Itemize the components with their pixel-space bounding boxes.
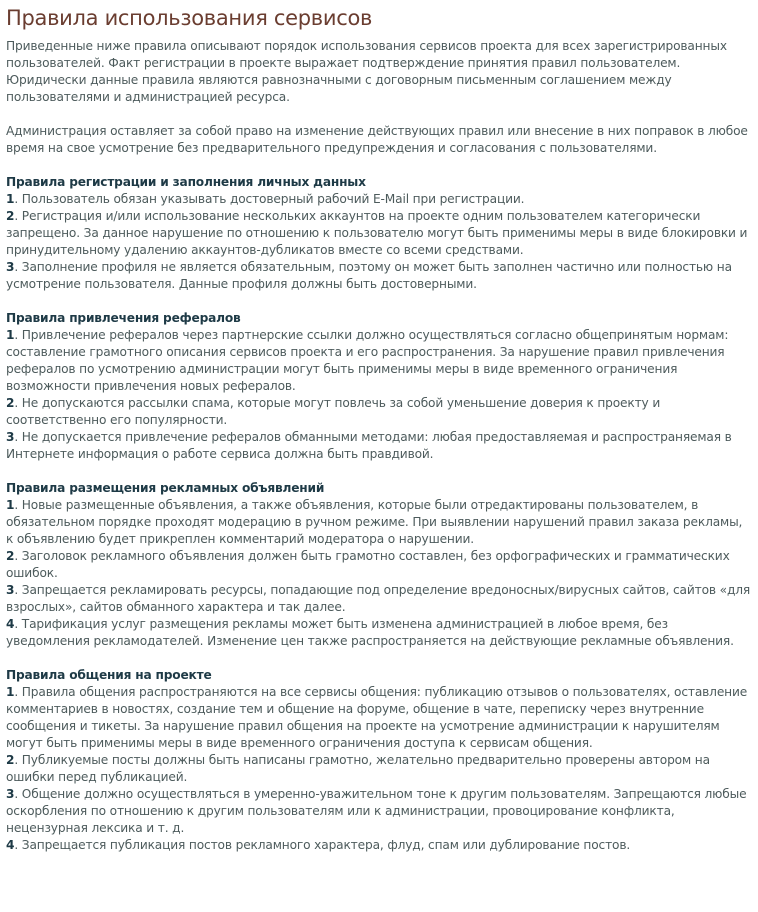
rule-item [6,548,752,582]
rule-number: 3 [6,583,15,597]
section-communication [6,667,752,854]
rule-text: . Запрещается рекламировать ресурсы, попадающие под определение вредоносных/вирусных сайтов, сайтов «для взрослых», сайтов обманного характера и так далее. [6,583,751,614]
rule-text: . Привлечение рефералов через партнерские ссылки должно осуществляться согласно общепринятым нормам: составление грамотного описания сервисов проекта и его распространения. За нарушение правил привлечения рефералов по усмотрению администрации могут быть применимы меры в виде временного ограничения возможности привлечения новых рефералов. [6,328,729,393]
rule-number: 1 [6,498,15,512]
rule-text: . Заголовок рекламного объявления должен быть грамотно составлен, без орфографических и грамматических ошибок. [6,549,730,580]
rule-number: 2 [6,753,15,767]
rule-number: 1 [6,192,15,206]
rule-text: . Публикуемые посты должны быть написаны грамотно, желательно предварительно проверены автором на ошибки перед публикацией. [6,753,710,784]
rule-number: 2 [6,396,15,410]
rule-item [6,497,752,548]
rule-number: 4 [6,617,15,631]
section-referrals [6,310,752,463]
rule-item [6,429,752,463]
rule-item [6,191,752,208]
rule-number: 4 [6,838,15,852]
rule-item [6,837,752,854]
section-registration [6,174,752,293]
rule-text: . Пользователь обязан указывать достоверный рабочий E-Mail при регистрации. [14,192,525,206]
rule-text: . Запрещается публикация постов рекламного характера, флуд, спам или дублирование постов. [14,838,631,852]
rule-number: 2 [6,209,15,223]
rule-text: . Новые размещенные объявления, а также объявления, которые были отредактированы пользователем, в обязательном порядке проходят модерацию в ручном режиме. При выявлении нарушений правил заказа рекламы, к объявлению будет прикреплен комментарий модератора о нарушении. [6,498,743,546]
rule-number: 2 [6,549,15,563]
rule-number: 1 [6,328,15,342]
rule-number: 3 [6,430,15,444]
rule-item [6,208,752,259]
rule-item [6,684,752,752]
section-heading: Правила регистрации и заполнения личных данных [6,175,366,189]
rule-text: . Заполнение профиля не является обязательным, поэтому он может быть заполнен частично или полностью на усмотрение пользователя. Данные профиля должны быть достоверными. [6,260,732,291]
intro-paragraph: Приведенные ниже правила описывают порядок использования сервисов проекта для всех зарегистрированных пользователей. Факт регистрации в проекте выражает подтверждение принятия правил пользователем. Юридически данные правила являются равнозначными с договорным письменным соглашением между пользователями и администрацией ресурса. [6,39,727,104]
rule-item [6,752,752,786]
rule-item [6,259,752,293]
section-heading: Правила размещения рекламных объявлений [6,481,325,495]
rule-item [6,582,752,616]
page-title: Правила использования сервисов [6,6,373,30]
rule-item [6,327,752,395]
rule-number: 3 [6,787,15,801]
rule-item [6,395,752,429]
rule-text: . Регистрация и/или использование нескольких аккаунтов на проекте одним пользователем категорически запрещено. За данное нарушение по отношению к пользователю могут быть применимы меры в виде блокировки и принудительному удалению аккаунтов-дубликатов вместе со всеми средствами. [6,209,748,257]
intro-paragraph: Администрация оставляет за собой право на изменение действующих правил или внесение в них поправок в любое время на свое усмотрение без предварительного предупреждения и согласования с пользователями. [6,124,748,155]
rule-number: 3 [6,260,15,274]
rule-item [6,786,752,837]
rule-number: 1 [6,685,15,699]
section-heading: Правила общения на проекте [6,668,212,682]
rule-text: . Общение должно осуществляться в умеренно-уважительном тоне к другим пользователям. Запрещаются любые оскорбления по отношению к другим пользователям или к администрации, провоцирование конфликта, нецензурная лексика и т. д. [6,787,747,835]
rule-text: . Не допускается привлечение рефералов обманными методами: любая предоставляемая и распространяемая в Интернете информация о работе сервиса должна быть правдивой. [6,430,732,461]
rule-item [6,616,752,650]
rule-text: . Тарификация услуг размещения рекламы может быть изменена администрацией в любое время, без уведомления рекламодателей. Изменение цен также распространяется на действующие рекламные объявления. [6,617,734,648]
section-ads [6,480,752,650]
rule-text: . Не допускаются рассылки спама, которые могут повлечь за собой уменьшение доверия к проекту и соответственно его популярности. [6,396,661,427]
rule-text: . Правила общения распространяются на все сервисы общения: публикацию отзывов о пользователях, оставление комментариев в новостях, создание тем и общение на форуме, общение в чате, переписку через внутренние сообщения и тикеты. За нарушение правил общения на проекте на усмотрение администрации к нарушителям могут быть применимы меры в виде временного ограничения доступа к сервисам общения. [6,685,748,750]
section-heading: Правила привлечения рефералов [6,311,241,325]
